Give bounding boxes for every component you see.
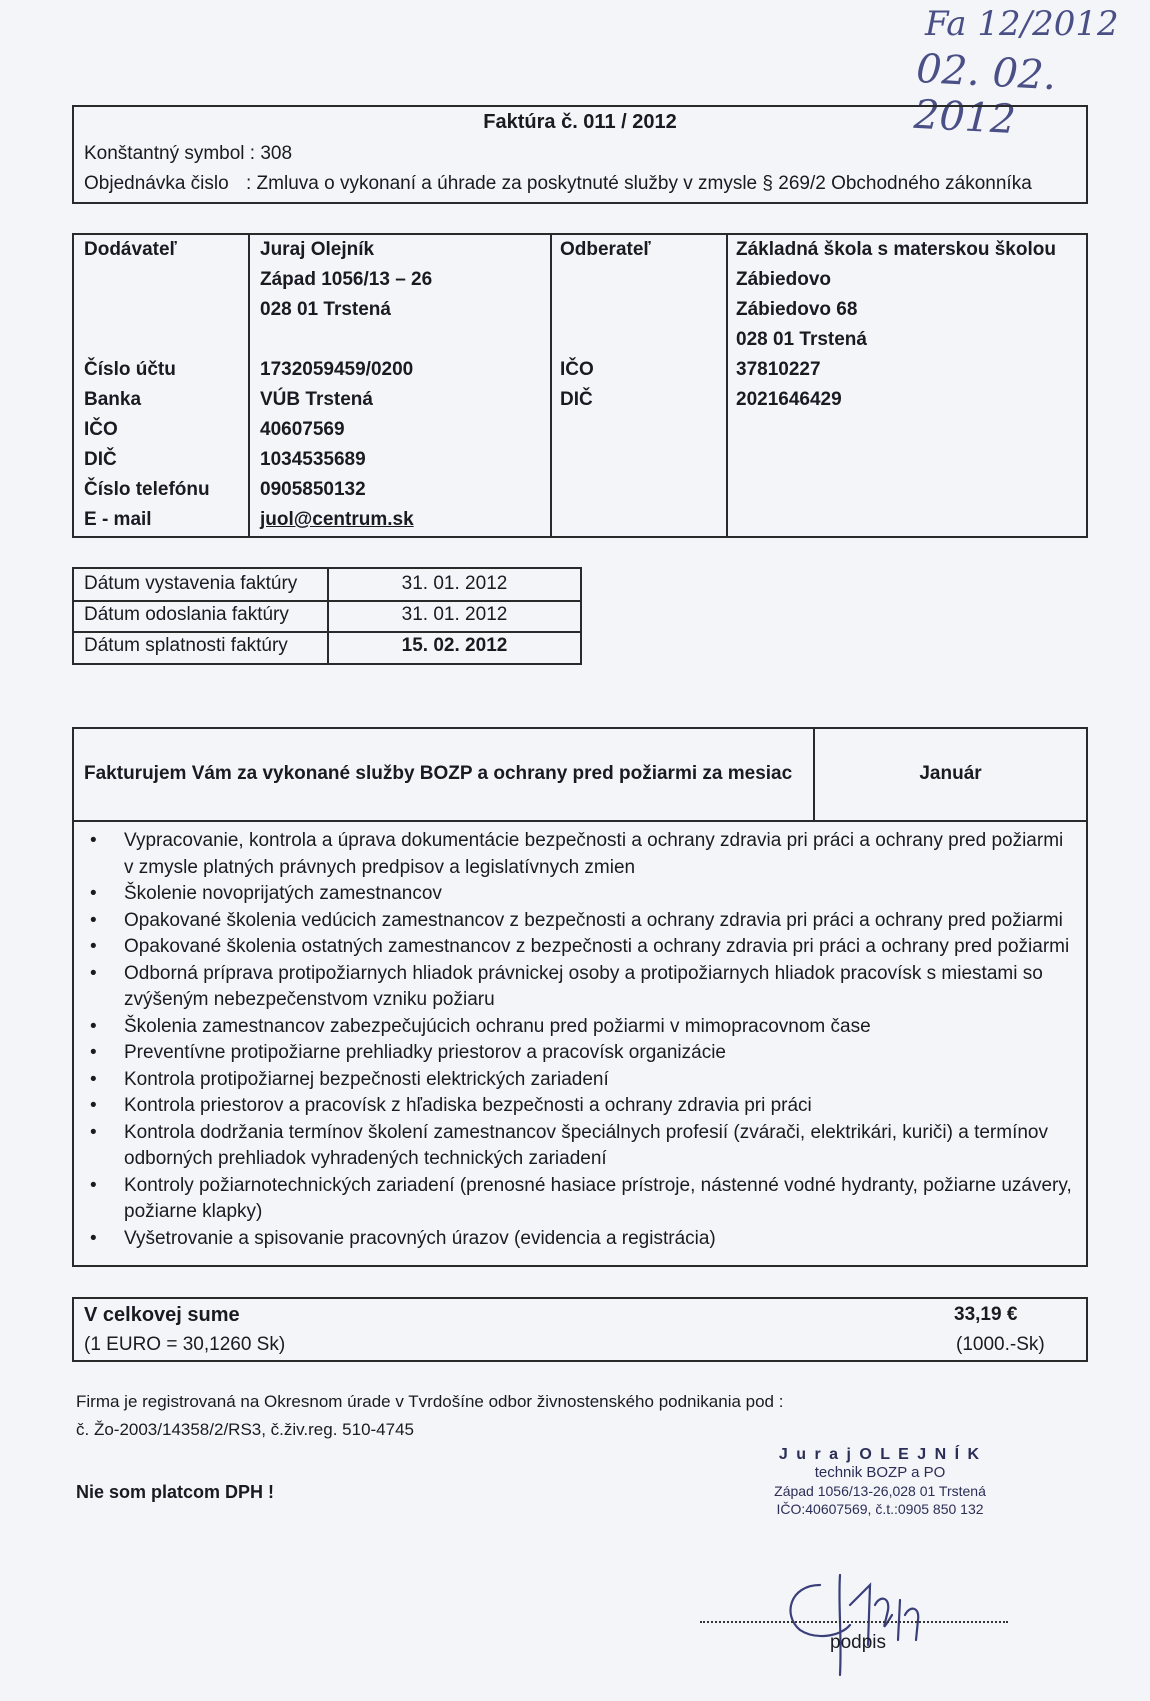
total-label: V celkovej sume	[84, 1304, 240, 1326]
signature-line	[700, 1621, 1008, 1623]
stamp-address: Západ 1056/13-26,028 01 Trstená	[774, 1483, 986, 1499]
supplier-street: Západ 1056/13 – 26	[260, 269, 433, 290]
services-table	[72, 727, 1088, 1267]
supplier-value: VÚB Trstená	[260, 389, 373, 410]
supplier-city: 028 01 Trstená	[260, 299, 391, 320]
stamp-role: technik BOZP a PO	[814, 1464, 946, 1481]
list-item: • Preventívne protipožiarne prehliadky priestorov a pracovísk organizácie	[74, 1040, 1086, 1067]
date-label: Dátum odoslania faktúry	[84, 604, 289, 625]
services-list	[74, 828, 1086, 1252]
vat-note: Nie som platcom DPH !	[76, 1482, 275, 1502]
parties-table	[72, 233, 1088, 538]
customer-value: 2021646429	[736, 389, 842, 410]
customer-name-2: Zábiedovo	[736, 269, 832, 290]
registration-line-1: Firma je registrovaná na Okresnom úrade v Tvrdošíne odbor živnostenského podnikania pod :	[76, 1392, 784, 1411]
customer-city: 028 01 Trstená	[736, 329, 867, 350]
billing-month: Január	[919, 763, 982, 784]
company-stamp	[740, 1446, 1020, 1518]
stamp-name: J u r a j O L E J N Í K	[778, 1446, 982, 1463]
date-label: Dátum vystavenia faktúry	[84, 573, 298, 594]
list-item: • Kontroly požiarnotechnických zariadení (prenosné hasiace prístroje, nástenné vodné hydranty, požiarne uzávery, požiarne klapky)	[74, 1173, 1086, 1226]
supplier-label: Číslo účtu	[84, 359, 176, 380]
customer-street: Zábiedovo 68	[736, 299, 858, 320]
list-item: • Školenie novoprijatých zamestnancov	[74, 881, 1086, 908]
invoice-header	[72, 105, 1088, 204]
list-item: • Kontrola priestorov a pracovísk z hľadiska bezpečnosti a ochrany zdravia pri práci	[74, 1093, 1086, 1120]
due-date-value: 15. 02. 2012	[401, 635, 508, 656]
date-value: 31. 01. 2012	[401, 604, 508, 625]
supplier-value: 0905850132	[260, 479, 366, 500]
supplier-name: Juraj Olejník	[260, 239, 375, 260]
total-amount-sk: (1000.-Sk)	[956, 1334, 1045, 1355]
supplier-value: 40607569	[260, 419, 345, 440]
signature-mark	[780, 1545, 980, 1685]
customer-name: Základná škola s materskou školou	[736, 239, 1056, 260]
supplier-heading: Dodávateľ	[84, 239, 177, 260]
order-value: : Zmluva o vykonaní a úhrade za poskytnuté služby v zmysle § 269/2 Obchodného zákonníka	[246, 173, 1032, 194]
supplier-label: Banka	[84, 389, 142, 410]
supplier-value: 1732059459/0200	[260, 359, 414, 380]
stamp-ids: IČO:40607569, č.t.:0905 850 132	[776, 1501, 984, 1517]
customer-value: 37810227	[736, 359, 821, 380]
total-amount: 33,19 €	[954, 1304, 1018, 1325]
customer-heading: Odberateľ	[560, 239, 651, 260]
list-item: • Školenia zamestnancov zabezpečujúcich ochranu pred požiarmi v mimopracovnom čase	[74, 1014, 1086, 1041]
constant-symbol: Konštantný symbol : 308	[84, 143, 293, 164]
exchange-rate: (1 EURO = 30,1260 Sk)	[84, 1334, 286, 1355]
invoice-title: Faktúra č. 011 / 2012	[483, 111, 677, 133]
supplier-value: 1034535689	[260, 449, 366, 470]
customer-label: DIČ	[560, 389, 593, 410]
list-item: • Kontrola dodržania termínov školení zamestnancov špeciálnych profesií (zvárači, elektrikári, kuriči) a termínov odborných prehliadok vyhradených technických zariadení	[74, 1120, 1086, 1173]
total-box	[72, 1297, 1088, 1362]
list-item: • Opakované školenia ostatných zamestnancov z bezpečnosti a ochrany zdravia pri práci a ochrany pred požiarmi	[74, 934, 1086, 961]
supplier-label: E - mail	[84, 509, 152, 530]
date-label: Dátum splatnosti faktúry	[84, 635, 288, 656]
dates-table	[72, 567, 582, 665]
order-label: Objednávka čislo	[84, 173, 229, 194]
supplier-label: Číslo telefónu	[84, 479, 210, 500]
handwritten-invoice-ref: Fa 12/2012	[925, 4, 1119, 44]
list-item: • Opakované školenia vedúcich zamestnancov z bezpečnosti a ochrany zdravia pri práci a ochrany pred požiarmi	[74, 908, 1086, 935]
list-item: • Kontrola protipožiarnej bezpečnosti elektrických zariadení	[74, 1067, 1086, 1094]
list-item: • Odborná príprava protipožiarnych hliadok právnickej osoby a protipožiarnych hliadok pracovísk s miestami so zvýšeným nebezpečenstvom vzniku požiaru	[74, 961, 1086, 1014]
services-intro: Fakturujem Vám za vykonané služby BOZP a ochrany pred požiarmi za mesiac	[84, 763, 793, 784]
registration-line-2: č. Žo-2003/14358/2/RS3, č.živ.reg. 510-4745	[76, 1420, 414, 1439]
list-item: • Vypracovanie, kontrola a úprava dokumentácie bezpečnosti a ochrany zdravia pri práci a ochrany pred požiarmi v zmysle platných právnych predpisov a legislatívnych zmien	[74, 828, 1086, 881]
supplier-label: DIČ	[84, 449, 117, 470]
supplier-label: IČO	[84, 419, 118, 440]
list-item: • Vyšetrovanie a spisovanie pracovných úrazov (evidencia a registrácia)	[74, 1226, 1086, 1253]
date-value: 31. 01. 2012	[401, 573, 508, 594]
customer-label: IČO	[560, 359, 594, 380]
signature-label: podpis	[830, 1632, 886, 1653]
supplier-email-link[interactable]: juol@centrum.sk	[260, 509, 414, 530]
handwritten-date: 02. 02. 2012	[912, 45, 1058, 144]
